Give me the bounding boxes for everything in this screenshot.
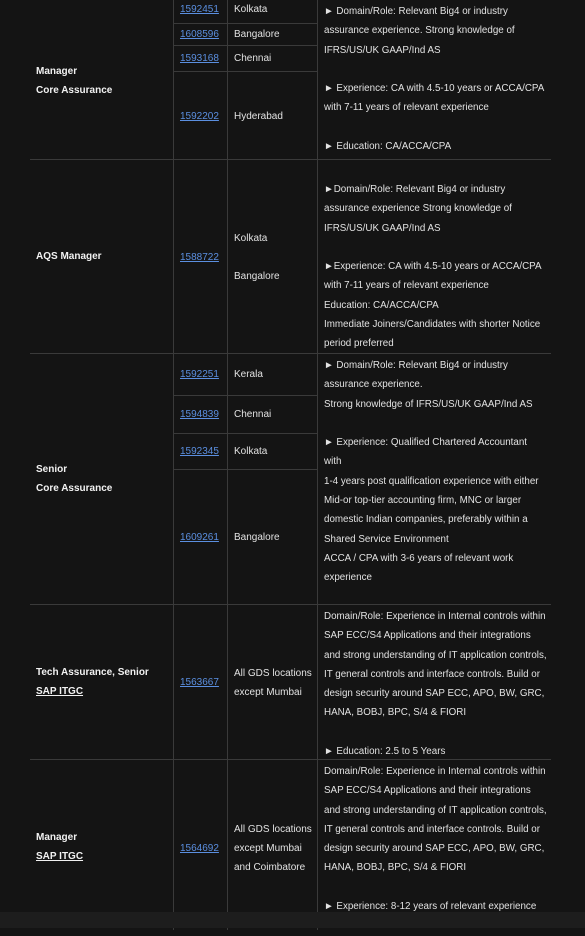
location-text: Chennai [234, 53, 272, 64]
location-row [228, 760, 317, 936]
location-column [228, 160, 318, 353]
job-block-manager-sap-itgc [30, 760, 551, 930]
job-id-link[interactable]: 1592451 [180, 4, 219, 15]
requirements-text: ► Domain/Role: Relevant Big4 or industry assurance experience. Strong knowledge of IFRS/US/UK GAAP/Ind AS ► Experience: Qualified Chartered Accountant with 1-4 years post qualification experience with either Mid-or top-tier accounting firm, MNC or larger domestic Indian companies, preferably within a Shared Service Environment ACCA / CPA with 3-6 years of relevant work experience [324, 360, 539, 584]
location-row [228, 0, 317, 24]
role-title: AQS Manager [36, 251, 102, 262]
job-id-row [174, 160, 227, 354]
location-row [228, 354, 317, 396]
job-id-link[interactable]: 1592202 [180, 110, 219, 122]
job-block-senior-core-assurance [30, 354, 551, 605]
role-cell [30, 0, 174, 159]
requirements-cell [318, 354, 551, 604]
job-block-manager-core-assurance [30, 0, 551, 160]
job-id-row [174, 72, 227, 160]
role-subtitle: Core Assurance [36, 84, 113, 96]
requirements-text: ►Domain/Role: Relevant Big4 or industry assurance experience Strong knowledge of IFRS/US/UK GAAP/Ind AS ►Experience: CA with 4.5-10 years or ACCA/CPA with 7-11 years of relevant experience Education: CA/ACCA/CPA Immediate Joiners/Candidates with shorter Notice period preferred [324, 184, 542, 350]
location-row [228, 160, 317, 354]
requirements-cell [318, 605, 551, 759]
location-text: Kolkata Bangalore [234, 232, 280, 282]
job-id-column [174, 0, 228, 159]
job-id-row [174, 470, 227, 605]
role-cell [30, 354, 174, 604]
role-subtitle: Core Assurance [36, 483, 113, 494]
location-row [228, 72, 317, 160]
job-id-column [174, 605, 228, 759]
requirements-text: ► Domain/Role: Relevant Big4 or industry assurance experience. Strong knowledge of IFRS/US/UK GAAP/Ind AS ► Experience: CA with 4.5-10 years or ACCA/CPA with 7-11 years of relevant experience ► Education: CA/ACCA/CPA [324, 6, 545, 153]
location-text: All GDS locations except Mumbai [234, 667, 312, 698]
location-text: Kolkata [234, 446, 268, 457]
job-id-row [174, 0, 227, 24]
job-id-link[interactable]: 1592345 [180, 446, 219, 457]
job-id-row [174, 434, 227, 470]
role-cell [30, 760, 174, 930]
location-text: Chennai [234, 409, 272, 420]
location-text: All GDS locations except Mumbai and Coimbatore [234, 823, 312, 873]
role-title: Senior [36, 464, 68, 475]
location-row [228, 470, 317, 605]
job-block-aqs-manager [30, 160, 551, 354]
role-title: Manager [36, 65, 78, 77]
job-id-link[interactable]: 1593168 [180, 53, 219, 64]
requirements-text: Domain/Role: Experience in Internal controls within SAP ECC/S4 Applications and their integrations and strong understanding of IT application controls, IT general controls and interface controls. Build or design security around SAP ECC, APO, BW, GRC, HANA, BOBJ, BPC, S/4 & FIORI ► Education: 2.5 to 5 Years [324, 611, 547, 758]
location-row [228, 46, 317, 72]
job-id-link[interactable]: 1609261 [180, 532, 219, 543]
job-id-column [174, 760, 228, 930]
requirements-cell [318, 0, 551, 159]
job-id-link[interactable]: 1588722 [180, 251, 219, 263]
location-column [228, 605, 318, 759]
location-text: Hyderabad [234, 110, 283, 122]
role-cell [30, 605, 174, 759]
requirements-text: Domain/Role: Experience in Internal controls within SAP ECC/S4 Applications and their integrations and strong understanding of IT application controls, IT general controls and interface controls. Build or design security around SAP ECC, APO, BW, GRC, HANA, BOBJ, BPC, S/4 & FIORI ► Experience: 8-12 years of relevant experience [324, 766, 547, 913]
role-subtitle: SAP ITGC [36, 686, 84, 697]
role-cell [30, 160, 174, 353]
location-text: Bangalore [234, 532, 280, 543]
requirements-cell [318, 160, 551, 353]
job-id-link[interactable]: 1608596 [180, 29, 219, 40]
location-column [228, 760, 318, 930]
role-subtitle: SAP ITGC [36, 851, 84, 862]
bottom-bar [0, 912, 585, 928]
job-id-row [174, 24, 227, 46]
job-id-link[interactable]: 1564692 [180, 842, 219, 854]
location-row [228, 434, 317, 470]
location-row [228, 396, 317, 434]
location-text: Bangalore [234, 29, 280, 40]
requirements-cell [318, 760, 551, 930]
job-id-link[interactable]: 1592251 [180, 369, 219, 380]
job-id-row [174, 396, 227, 434]
job-id-column [174, 160, 228, 353]
location-text: Kolkata [234, 4, 268, 15]
role-title: Manager [36, 832, 78, 843]
location-row [228, 24, 317, 46]
location-row [228, 605, 317, 760]
job-id-link[interactable]: 1594839 [180, 409, 219, 420]
location-column [228, 0, 318, 159]
location-text: Kerala [234, 369, 263, 380]
location-column [228, 354, 318, 604]
job-id-row [174, 760, 227, 936]
job-id-row [174, 354, 227, 396]
job-block-tech-assurance-senior [30, 605, 551, 760]
job-id-row [174, 605, 227, 760]
job-id-row [174, 46, 227, 72]
role-title: Tech Assurance, Senior [36, 667, 149, 678]
job-id-column [174, 354, 228, 604]
job-id-link[interactable]: 1563667 [180, 677, 219, 688]
